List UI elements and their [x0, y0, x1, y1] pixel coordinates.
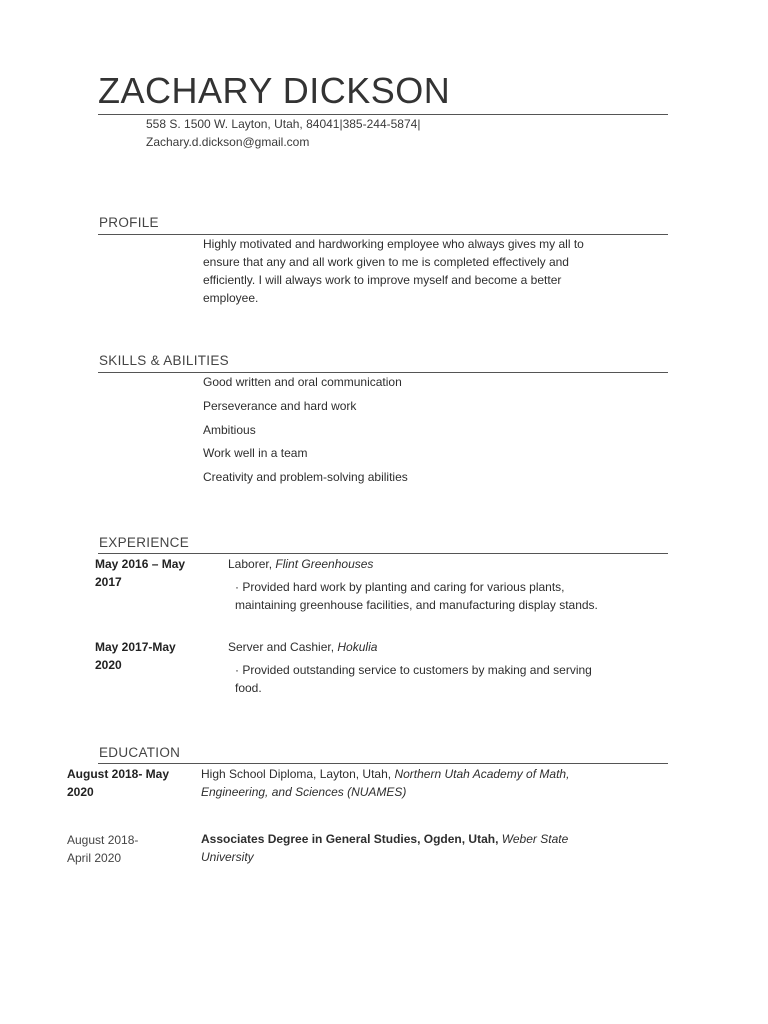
- skill-item: Work well in a team: [203, 446, 308, 460]
- profile-text: Highly motivated and hardworking employee who always gives my all to ensure that any and all work given to me is completed effectively and efficiently. I will always work to improve myself and become a better employee.: [203, 237, 584, 305]
- job-role: Laborer,: [228, 557, 276, 571]
- section-title-experience: EXPERIENCE: [99, 535, 190, 550]
- section-title-education: EDUCATION: [99, 745, 181, 760]
- job-date-line: 2020: [95, 658, 122, 672]
- experience-divider: [98, 553, 668, 554]
- section-title-profile: PROFILE: [99, 215, 159, 230]
- skill-item: Perseverance and hard work: [203, 399, 357, 413]
- header-divider: [98, 114, 668, 115]
- job-date-line: May 2016 – May: [95, 557, 186, 571]
- edu-school: Weber State University: [201, 832, 569, 864]
- contact-email: Zachary.d.dickson@gmail.com: [146, 135, 310, 149]
- edu-entry: [201, 830, 581, 866]
- job-role: Server and Cashier,: [228, 640, 338, 654]
- job-date-line: 2017: [95, 575, 122, 589]
- edu-degree: Associates Degree in General Studies, Ogden, Utah,: [201, 832, 502, 846]
- edu-date-line: August 2018-: [67, 833, 139, 847]
- job-date-line: May 2017-May: [95, 640, 176, 654]
- skill-item: Good written and oral communication: [203, 375, 402, 389]
- edu-entry: [201, 765, 581, 801]
- job-bullet: · Provided outstanding service to customers by making and serving food.: [235, 663, 592, 695]
- contact-address: 558 S. 1500 W. Layton, Utah, 84041|385-244-5874|: [146, 117, 421, 131]
- edu-degree: High School Diploma, Layton, Utah,: [201, 767, 395, 781]
- job-bullet: · Provided hard work by planting and caring for various plants, maintaining greenhouse facilities, and manufacturing display stands.: [235, 580, 598, 612]
- job-company: Flint Greenhouses: [275, 557, 374, 571]
- job-company: Hokulia: [337, 640, 378, 654]
- section-title-skills: SKILLS & ABILITIES: [99, 353, 229, 368]
- resume-name: ZACHARY DICKSON: [98, 70, 451, 111]
- edu-date-line: April 2020: [67, 851, 122, 865]
- job-title: [228, 555, 373, 573]
- edu-school: Northern Utah Academy of Math, Engineering, and Sciences (NUAMES): [201, 767, 570, 799]
- edu-date-line: August 2018- May: [67, 767, 170, 781]
- skill-item: Creativity and problem-solving abilities: [203, 470, 408, 484]
- skill-item: Ambitious: [203, 423, 256, 437]
- edu-date-line: 2020: [67, 785, 94, 799]
- job-title: [228, 638, 377, 656]
- skills-divider: [98, 372, 668, 373]
- education-divider: [98, 763, 668, 764]
